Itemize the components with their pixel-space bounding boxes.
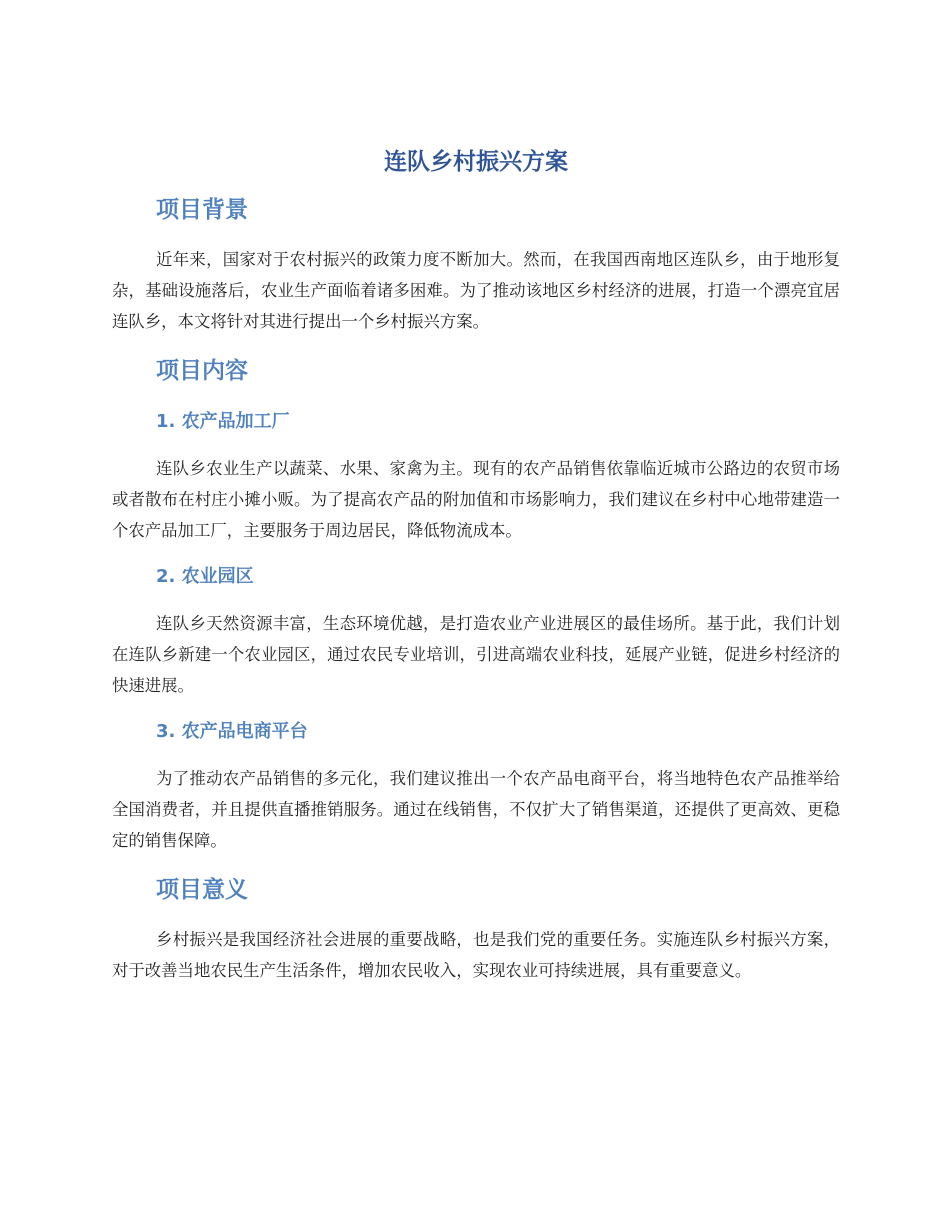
section-heading-content: 项目内容 (156, 358, 248, 384)
paragraph-ecommerce: 为了推动农产品销售的多元化，我们建议推出一个农产品电商平台，将当地特色农产品推举给全国消费者，并且提供直播推销服务。通过在线销售，不仅扩大了销售渠道，还提供了更高效、更稳定的销售保障。 (112, 769, 840, 850)
paragraph-processing-plant: 连队乡农业生产以蔬菜、水果、家禽为主。现有的农产品销售依靠临近城市公路边的农贸市场或者散布在村庄小摊小贩。为了提高农产品的附加值和市场影响力，我们建议在乡村中心地带建造一个农产品加工厂，主要服务于周边居民，降低物流成本。 (112, 459, 840, 540)
page-title: 连队乡村振兴方案 (384, 149, 568, 175)
spacer (112, 337, 840, 351)
spacer (112, 391, 840, 405)
spacer (112, 856, 840, 870)
spacer (112, 749, 840, 763)
spacer (112, 910, 840, 924)
subsection-heading-agri-park: 2. 农业园区 (156, 566, 254, 587)
paragraph-agri-park: 连队乡天然资源丰富，生态环境优越，是打造农业产业进展区的最佳场所。基于此，我们计划在连队乡新建一个农业园区，通过农民专业培训，引进高端农业科技，延展产业链，促进乡村经济的快速进展。 (112, 614, 840, 695)
paragraph-background: 近年来，国家对于农村振兴的政策力度不断加大。然而，在我国西南地区连队乡，由于地形复杂，基础设施落后，农业生产面临着诸多困难。为了推动该地区乡村经济的进展，打造一个漂亮宜居连队乡，本文将针对其进行提出一个乡村振兴方案。 (112, 250, 840, 331)
spacer (112, 594, 840, 608)
subsection-heading-processing-plant: 1. 农产品加工厂 (156, 411, 290, 432)
spacer (112, 439, 840, 453)
spacer (112, 546, 840, 560)
section-heading-background: 项目背景 (156, 197, 248, 223)
spacer (112, 701, 840, 715)
document-page (112, 140, 840, 986)
subsection-heading-ecommerce: 3. 农产品电商平台 (156, 721, 308, 742)
paragraph-significance: 乡村振兴是我国经济社会进展的重要战略，也是我们党的重要任务。实施连队乡村振兴方案，对于改善当地农民生产生活条件，增加农民收入，实现农业可持续进展，具有重要意义。 (112, 930, 840, 980)
section-heading-significance: 项目意义 (156, 877, 248, 903)
spacer (112, 230, 840, 244)
